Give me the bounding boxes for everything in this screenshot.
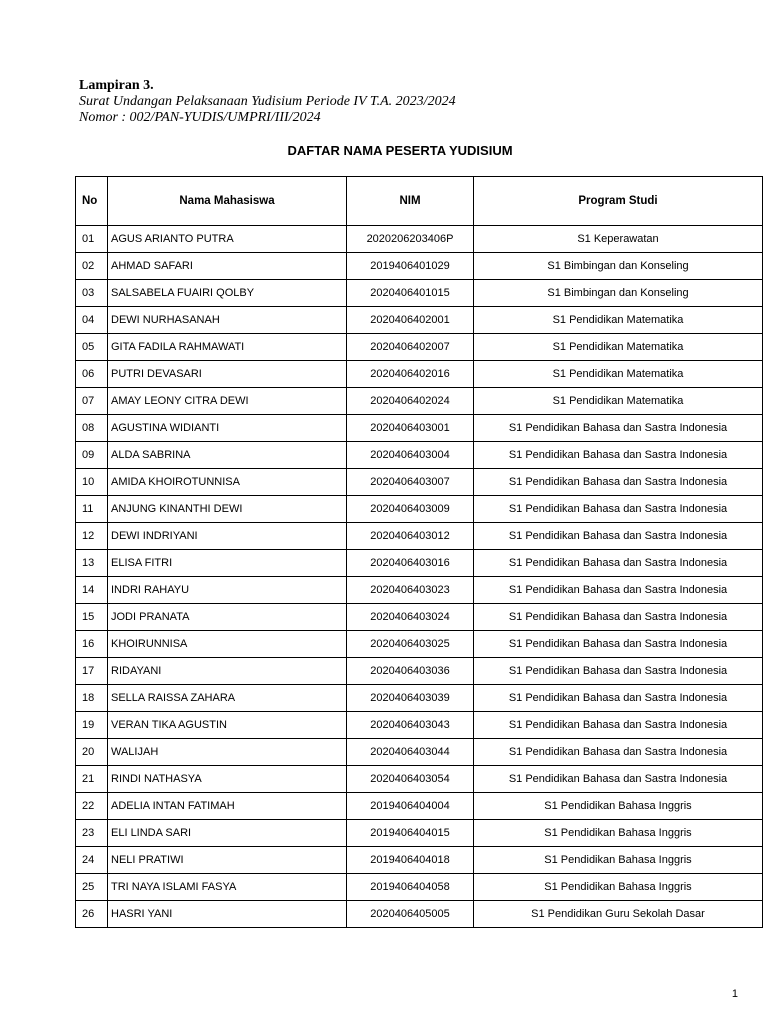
study-program: S1 Pendidikan Bahasa dan Sastra Indonesia (474, 685, 763, 712)
student-name: SELLA RAISSA ZAHARA (108, 685, 347, 712)
student-name: AMIDA KHOIROTUNNISA (108, 469, 347, 496)
student-name: AGUSTINA WIDIANTI (108, 415, 347, 442)
row-number: 24 (76, 847, 108, 874)
student-name: KHOIRUNNISA (108, 631, 347, 658)
student-name: VERAN TIKA AGUSTIN (108, 712, 347, 739)
table-row (76, 658, 763, 685)
student-nim: 2020406402016 (347, 361, 474, 388)
study-program: S1 Pendidikan Bahasa dan Sastra Indonesia (474, 631, 763, 658)
row-number: 16 (76, 631, 108, 658)
student-nim: 2020406403044 (347, 739, 474, 766)
student-name: AHMAD SAFARI (108, 253, 347, 280)
table-row (76, 388, 763, 415)
student-name: ELISA FITRI (108, 550, 347, 577)
row-number: 15 (76, 604, 108, 631)
student-nim: 2020406403036 (347, 658, 474, 685)
study-program: S1 Pendidikan Bahasa dan Sastra Indonesia (474, 442, 763, 469)
table-row (76, 739, 763, 766)
study-program: S1 Pendidikan Bahasa dan Sastra Indonesia (474, 766, 763, 793)
row-number: 21 (76, 766, 108, 793)
row-number: 02 (76, 253, 108, 280)
student-name: NELI PRATIWI (108, 847, 347, 874)
student-nim: 2020406403004 (347, 442, 474, 469)
study-program: S1 Bimbingan dan Konseling (474, 253, 763, 280)
study-program: S1 Pendidikan Matematika (474, 334, 763, 361)
table-row (76, 442, 763, 469)
table-row (76, 226, 763, 253)
row-number: 26 (76, 901, 108, 928)
row-number: 19 (76, 712, 108, 739)
row-number: 04 (76, 307, 108, 334)
student-name: ANJUNG KINANTHI DEWI (108, 496, 347, 523)
student-nim: 2019406404018 (347, 847, 474, 874)
table-row (76, 280, 763, 307)
row-number: 09 (76, 442, 108, 469)
table-row (76, 307, 763, 334)
student-nim: 2020406403039 (347, 685, 474, 712)
student-name: AGUS ARIANTO PUTRA (108, 226, 347, 253)
student-nim: 2020406403007 (347, 469, 474, 496)
table-header-row (76, 177, 763, 226)
student-nim: 2020406403001 (347, 415, 474, 442)
study-program: S1 Pendidikan Matematika (474, 307, 763, 334)
study-program: S1 Bimbingan dan Konseling (474, 280, 763, 307)
table-body (76, 226, 763, 928)
study-program: S1 Pendidikan Bahasa dan Sastra Indonesia (474, 523, 763, 550)
table-row (76, 523, 763, 550)
student-nim: 2020406403012 (347, 523, 474, 550)
study-program: S1 Pendidikan Bahasa Inggris (474, 820, 763, 847)
student-nim: 2020406402007 (347, 334, 474, 361)
row-number: 22 (76, 793, 108, 820)
study-program: S1 Pendidikan Bahasa dan Sastra Indonesia (474, 496, 763, 523)
study-program: S1 Pendidikan Bahasa dan Sastra Indonesia (474, 739, 763, 766)
table-row (76, 577, 763, 604)
row-number: 05 (76, 334, 108, 361)
row-number: 11 (76, 496, 108, 523)
student-nim: 2019406404058 (347, 874, 474, 901)
row-number: 07 (76, 388, 108, 415)
column-header-no: No (76, 177, 108, 226)
student-name: INDRI RAHAYU (108, 577, 347, 604)
table-row (76, 685, 763, 712)
student-nim: 2020406401015 (347, 280, 474, 307)
table-row (76, 469, 763, 496)
study-program: S1 Keperawatan (474, 226, 763, 253)
student-name: RINDI NATHASYA (108, 766, 347, 793)
row-number: 23 (76, 820, 108, 847)
page-title: DAFTAR NAMA PESERTA YUDISIUM (287, 143, 513, 158)
student-name: GITA FADILA RAHMAWATI (108, 334, 347, 361)
student-name: AMAY LEONY CITRA DEWI (108, 388, 347, 415)
row-number: 25 (76, 874, 108, 901)
table-row (76, 874, 763, 901)
student-name: WALIJAH (108, 739, 347, 766)
study-program: S1 Pendidikan Bahasa dan Sastra Indonesia (474, 712, 763, 739)
table-row (76, 334, 763, 361)
table-row (76, 901, 763, 928)
table-row (76, 631, 763, 658)
table-row (76, 604, 763, 631)
column-header-name: Nama Mahasiswa (108, 177, 347, 226)
student-nim: 2019406404004 (347, 793, 474, 820)
student-nim: 2019406401029 (347, 253, 474, 280)
student-nim: 2020406403025 (347, 631, 474, 658)
column-header-nim: NIM (347, 177, 474, 226)
document-header (79, 78, 456, 126)
student-nim: 2020406402024 (347, 388, 474, 415)
table-row (76, 820, 763, 847)
student-nim: 2020406403009 (347, 496, 474, 523)
study-program: S1 Pendidikan Bahasa dan Sastra Indonesia (474, 658, 763, 685)
study-program: S1 Pendidikan Matematika (474, 388, 763, 415)
table-row (76, 361, 763, 388)
student-name: ADELIA INTAN FATIMAH (108, 793, 347, 820)
letter-number: Nomor : 002/PAN-YUDIS/UMPRI/III/2024 (79, 110, 321, 125)
table-row (76, 712, 763, 739)
attachment-label: Lampiran 3. (79, 78, 154, 93)
page-number: 1 (731, 988, 738, 1000)
student-name: JODI PRANATA (108, 604, 347, 631)
student-name: ELI LINDA SARI (108, 820, 347, 847)
study-program: S1 Pendidikan Bahasa dan Sastra Indonesia (474, 550, 763, 577)
table-row (76, 415, 763, 442)
student-nim: 2020206203406P (347, 226, 474, 253)
study-program: S1 Pendidikan Bahasa Inggris (474, 847, 763, 874)
study-program: S1 Pendidikan Bahasa dan Sastra Indonesia (474, 577, 763, 604)
row-number: 01 (76, 226, 108, 253)
study-program: S1 Pendidikan Bahasa dan Sastra Indonesia (474, 415, 763, 442)
student-nim: 2020406403043 (347, 712, 474, 739)
student-name: SALSABELA FUAIRI QOLBY (108, 280, 347, 307)
letter-subject: Surat Undangan Pelaksanaan Yudisium Periode IV T.A. 2023/2024 (79, 94, 456, 109)
student-nim: 2020406403054 (347, 766, 474, 793)
student-nim: 2020406403016 (347, 550, 474, 577)
student-name: DEWI NURHASANAH (108, 307, 347, 334)
row-number: 14 (76, 577, 108, 604)
student-name: TRI NAYA ISLAMI FASYA (108, 874, 347, 901)
study-program: S1 Pendidikan Matematika (474, 361, 763, 388)
study-program: S1 Pendidikan Bahasa Inggris (474, 793, 763, 820)
participant-table (75, 176, 763, 928)
column-header-program: Program Studi (474, 177, 763, 226)
table-row (76, 793, 763, 820)
row-number: 03 (76, 280, 108, 307)
student-nim: 2019406404015 (347, 820, 474, 847)
table-row (76, 550, 763, 577)
row-number: 13 (76, 550, 108, 577)
student-name: HASRI YANI (108, 901, 347, 928)
row-number: 06 (76, 361, 108, 388)
student-nim: 2020406403023 (347, 577, 474, 604)
student-nim: 2020406402001 (347, 307, 474, 334)
study-program: S1 Pendidikan Bahasa dan Sastra Indonesia (474, 469, 763, 496)
table-row (76, 253, 763, 280)
table-row (76, 496, 763, 523)
student-nim: 2020406403024 (347, 604, 474, 631)
student-name: RIDAYANI (108, 658, 347, 685)
study-program: S1 Pendidikan Bahasa Inggris (474, 874, 763, 901)
row-number: 08 (76, 415, 108, 442)
student-nim: 2020406405005 (347, 901, 474, 928)
student-name: DEWI INDRIYANI (108, 523, 347, 550)
row-number: 17 (76, 658, 108, 685)
study-program: S1 Pendidikan Guru Sekolah Dasar (474, 901, 763, 928)
row-number: 20 (76, 739, 108, 766)
row-number: 12 (76, 523, 108, 550)
row-number: 18 (76, 685, 108, 712)
table-row (76, 847, 763, 874)
study-program: S1 Pendidikan Bahasa dan Sastra Indonesia (474, 604, 763, 631)
row-number: 10 (76, 469, 108, 496)
student-name: ALDA SABRINA (108, 442, 347, 469)
student-name: PUTRI DEVASARI (108, 361, 347, 388)
table-row (76, 766, 763, 793)
